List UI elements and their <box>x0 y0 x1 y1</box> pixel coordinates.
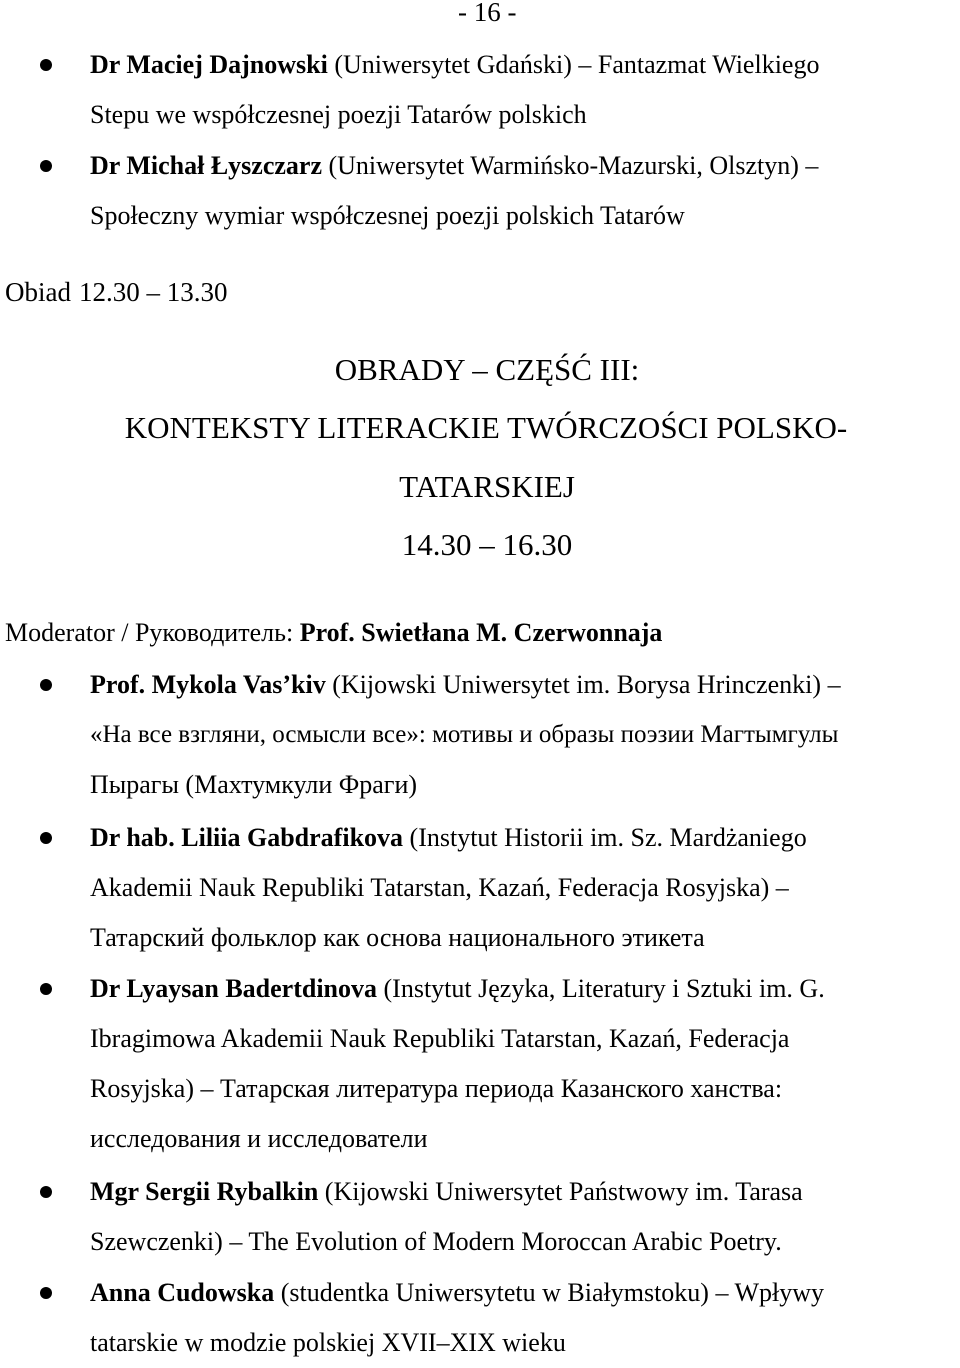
moderator-name: Prof. Swietłana M. Czerwonnaja <box>299 618 663 647</box>
list-item <box>90 1167 958 1267</box>
item-line: Szewczenki) – The Evolution of Modern Moroccan Arabic Poetry. <box>90 1227 782 1256</box>
item-line <box>90 40 958 90</box>
lunch-break <box>5 268 227 316</box>
item-line <box>90 1167 958 1217</box>
item-line: Rosyjska) – Татарская литература периода Казанского ханства: <box>90 1074 783 1103</box>
speaker-name: Dr hab. Liliia Gabdrafikova <box>90 823 404 852</box>
item-line: Татарский фольклор как основа национального этикета <box>90 923 705 952</box>
item-line: Ibragimowa Akademii Nauk Republiki Tatarstan, Kazań, Federacja <box>90 1024 790 1053</box>
item-text: (Uniwersytet Warmińsko-Mazurski, Olsztyn) – <box>322 151 819 180</box>
bullet-icon <box>40 1186 52 1198</box>
item-line: Akademii Nauk Republiki Tatarstan, Kazań, Federacja Rosyjska) – <box>90 873 789 902</box>
bullet-icon <box>40 59 52 71</box>
page-number: - 16 - <box>458 0 517 27</box>
list-item <box>90 1268 958 1368</box>
lunch-label: Obiad <box>5 277 71 307</box>
moderator <box>5 610 662 656</box>
section-time <box>0 518 960 572</box>
speaker-name: Prof. Mykola Vas’kiv <box>90 670 326 699</box>
bullet-icon <box>40 679 52 691</box>
section-time-text: 14.30 – 16.30 <box>401 527 573 562</box>
bullet-icon <box>40 1287 52 1299</box>
lunch-time: 12.30 – 13.30 <box>78 277 228 307</box>
item-line: исследования и исследователи <box>90 1124 428 1153</box>
list-item <box>90 40 958 140</box>
speaker-name: Mgr Sergii Rybalkin <box>90 1177 319 1206</box>
section-title-line: TATARSKIEJ <box>399 469 575 504</box>
section-heading <box>0 401 960 455</box>
section-heading <box>0 460 960 514</box>
item-line <box>90 660 958 710</box>
speaker-name: Anna Cudowska <box>90 1278 275 1307</box>
item-line: tatarskie w modzie polskiej XVII–XIX wieku <box>90 1328 566 1357</box>
item-line: Społeczny wymiar współczesnej poezji polskich Tatarów <box>90 201 685 230</box>
speaker-name: Dr Lyaysan Badertdinova <box>90 974 378 1003</box>
list-item <box>90 813 958 963</box>
item-text: (Instytut Historii im. Sz. Mardżaniego <box>403 823 807 852</box>
item-text: (Instytut Języka, Literatury i Sztuki im. G. <box>377 974 825 1003</box>
item-line <box>90 1268 958 1318</box>
speaker-name: Dr Michał Łyszczarz <box>90 151 322 180</box>
item-line: «На все взгляни, осмысли все»: мотивы и образы поэзии Магтымгулы <box>90 721 839 748</box>
bullet-icon <box>40 160 52 172</box>
item-text: (Uniwersytet Gdański) – Fantazmat Wielkiego <box>327 50 820 79</box>
bullet-icon <box>40 832 52 844</box>
item-line <box>90 964 958 1014</box>
item-text: (studentka Uniwersytetu w Białymstoku) – Wpływy <box>274 1278 825 1307</box>
moderator-label: Moderator / Руководитель: <box>5 618 300 647</box>
item-line: Пырагы (Махтумкули Фраги) <box>90 770 418 799</box>
bullet-icon <box>40 983 52 995</box>
item-line <box>90 141 958 191</box>
item-text: (Kijowski Uniwersytet im. Borysa Hrinczenki) – <box>325 670 841 699</box>
list-item <box>90 964 958 1164</box>
list-item <box>90 660 958 810</box>
section-heading <box>0 343 960 397</box>
list-item <box>90 141 958 241</box>
item-line <box>90 813 958 863</box>
item-line: Stepu we współczesnej poezji Tatarów polskich <box>90 100 587 129</box>
section-title-line: KONTEKSTY LITERACKIE TWÓRCZOŚCI POLSKO- <box>124 410 848 445</box>
section-title-line: OBRADY – CZĘŚĆ III: <box>334 352 640 387</box>
speaker-name: Dr Maciej Dajnowski <box>90 50 328 79</box>
item-text: (Kijowski Uniwersytet Państwowy im. Tarasa <box>318 1177 803 1206</box>
